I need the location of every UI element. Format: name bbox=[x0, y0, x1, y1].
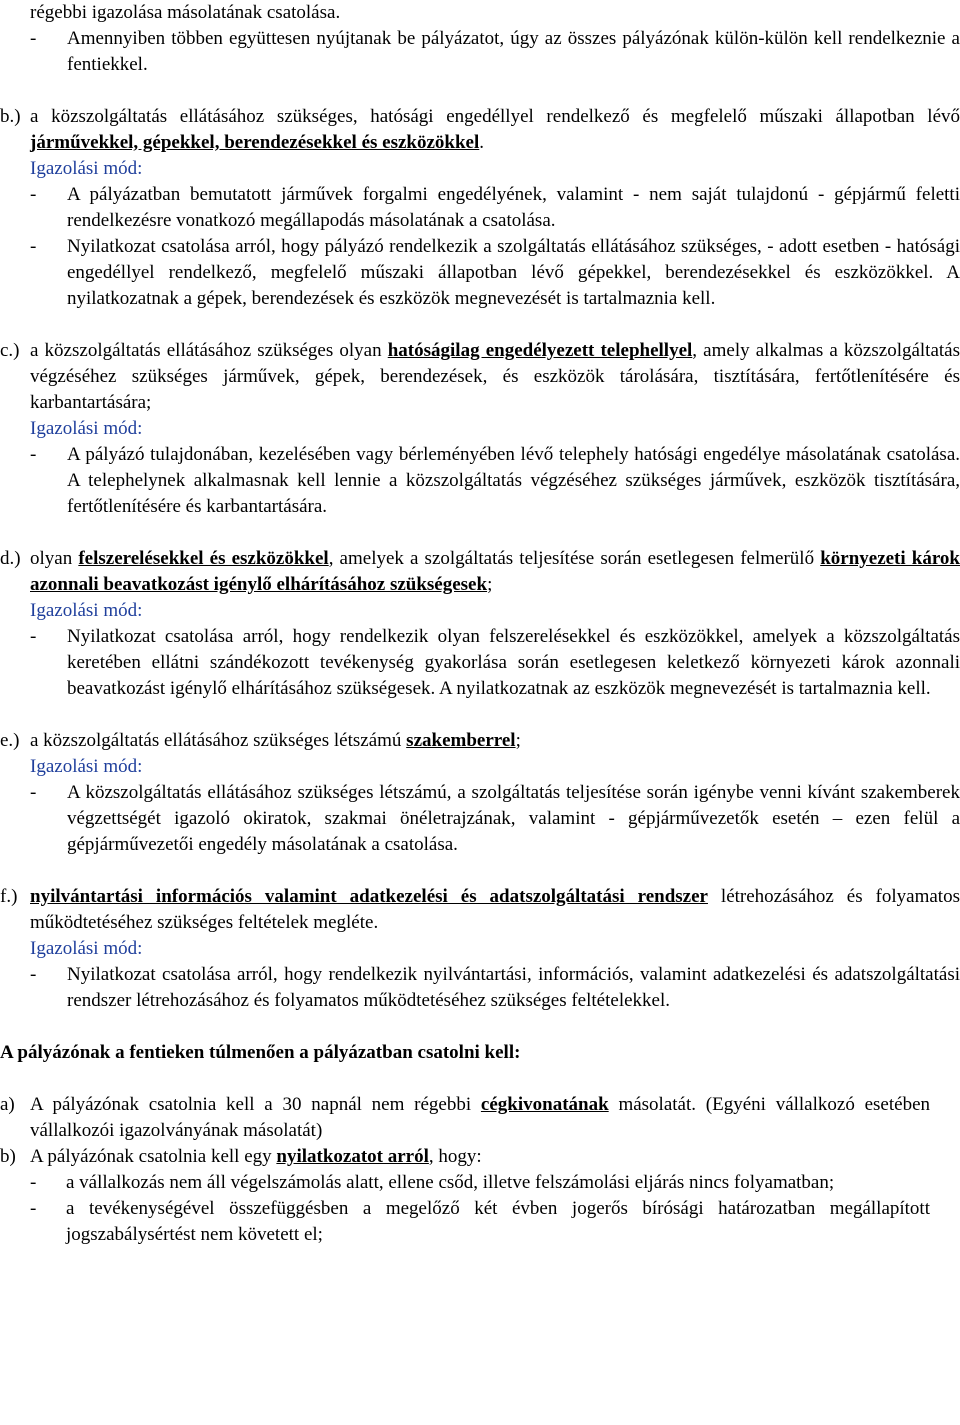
dash-marker: - bbox=[30, 1198, 37, 1219]
section-f-text-after: létrehozásához és folyamatos működtetéséhez szükséges feltételek megléte. bbox=[30, 886, 960, 933]
section-e bbox=[0, 728, 960, 858]
dash-marker: - bbox=[30, 444, 37, 465]
closing-item-b bbox=[0, 1144, 930, 1170]
section-d-text-after: ; bbox=[487, 574, 493, 595]
section-d-text-before: olyan bbox=[30, 548, 79, 569]
section-e-emphasis: szakemberrel bbox=[406, 730, 516, 751]
dash-marker: - bbox=[30, 236, 37, 257]
section-c-item-1-text: A pályázó tulajdonában, kezelésében vagy bérleményében lévő telephely hatósági engedélye másolatának csatolása. A telephelynek alkalmasnak kell lennie a közszolgáltatás végzéséhez szükséges járművek, eszközök tisztítására, fertőtlenítésére és karbantartására. bbox=[67, 444, 960, 517]
intro-dash-item bbox=[30, 26, 960, 78]
section-f-item-1 bbox=[30, 962, 960, 1014]
section-b-item-1-text: A pályázatban bemutatott járművek forgalmi engedélyének, valamint - nem saját tulajdonú - gépjármű feletti rendelkezésre vonatkozó megállapodás másolatának a csatolása. bbox=[67, 184, 960, 231]
dash-marker: - bbox=[30, 28, 37, 49]
section-d-item-1 bbox=[30, 624, 960, 702]
closing-item-a-after: másolatát. (Egyéni vállalkozó esetében vállalkozói igazolványának másolatát) bbox=[30, 1094, 931, 1141]
section-f-item-1-text: Nyilatkozat csatolása arról, hogy rendelkezik nyilvántartási, információs, valamint adatkezelési és adatszolgáltatási rendszer létrehozásához és folyamatos működtetéséhez szükséges feltételekkel. bbox=[67, 964, 960, 1011]
section-e-method-label: Igazolási mód: bbox=[30, 756, 143, 777]
section-c-text-after: , amely alkalmas a közszolgáltatás végzéséhez szükséges járművek, gépek, berendezések, és eszközök tárolására, tisztítására, fertőtlenítésére és karbantartására; bbox=[30, 340, 960, 413]
closing-item-a-label: a) bbox=[0, 1094, 15, 1115]
dash-marker: - bbox=[30, 782, 37, 803]
section-d-emphasis-2: környezeti károk azonnali beavatkozást igénylő elhárításához szükségesek bbox=[30, 548, 960, 595]
closing-item-b-after: , hogy: bbox=[428, 1146, 482, 1167]
section-b-item-1 bbox=[30, 182, 960, 234]
section-e-label: e.) bbox=[0, 730, 20, 751]
closing-item-b-before: A pályázónak csatolnia kell egy bbox=[30, 1146, 277, 1167]
closing-item-a-emphasis: cégkivonatának bbox=[480, 1094, 609, 1115]
section-d-text-middle: , amelyek a szolgáltatás teljesítése során esetlegesen felmerülő bbox=[328, 548, 821, 569]
section-f bbox=[0, 884, 960, 1014]
section-e-text-after: ; bbox=[515, 730, 521, 751]
section-c-label: c.) bbox=[0, 340, 20, 361]
intro-line: régebbi igazolása másolatának csatolása. bbox=[30, 2, 341, 23]
closing-b-subitem-2-text: a tevékenységével összefüggésben a megelőző két évben jogerős bírósági határozatban megállapított jogszabálysértést nem követett el; bbox=[66, 1198, 930, 1245]
closing-item-a-before: A pályázónak csatolnia kell a 30 napnál nem régebbi bbox=[30, 1094, 481, 1115]
section-d-item-1-text: Nyilatkozat csatolása arról, hogy rendelkezik olyan felszerelésekkel és eszközökkel, amelyek a közszolgáltatás keretében ellátni szándékozott tevékenység gyakorlása során esetlegesen keletkező környezeti károk azonnali beavatkozást igénylő elhárításához szükségesek. A nyilatkozatnak az eszközök megnevezését is tartalmaznia kell. bbox=[67, 626, 960, 699]
section-d-label: d.) bbox=[0, 548, 21, 569]
section-c-item-1 bbox=[30, 442, 960, 520]
closing-b-subitem-1-text: a vállalkozás nem áll végelszámolás alatt, ellene csőd, illetve felszámolási eljárás nincs folyamatban; bbox=[66, 1172, 835, 1193]
section-f-label: f.) bbox=[0, 886, 18, 907]
dash-marker: - bbox=[30, 964, 37, 985]
closing-b-subitem-2 bbox=[0, 1196, 930, 1248]
section-b-text-before: a közszolgáltatás ellátásához szükséges, hatósági engedéllyel rendelkező és megfelelő műszaki állapotban lévő bbox=[30, 106, 960, 127]
section-e-item-1-text: A közszolgáltatás ellátásához szükséges létszámú, a szolgáltatás teljesítése során igénybe venni kívánt szakemberek végzettségét igazoló okiratok, szakmai önéletrajzának, valamint - gépjárművezetők esetén – ezen felül a gépjárművezetői engedély másolatának a csatolása. bbox=[67, 782, 960, 855]
section-b-emphasis: járművekkel, gépekkel, berendezésekkel és eszközökkel bbox=[30, 132, 480, 153]
section-b-method-label: Igazolási mód: bbox=[30, 158, 143, 179]
section-d-emphasis: felszerelésekkel és eszközökkel bbox=[78, 548, 329, 569]
closing-item-b-emphasis: nyilatkozatot arról bbox=[276, 1146, 429, 1167]
intro-item-text: Amennyiben többen együttesen nyújtanak be pályázatot, úgy az összes pályázónak külön-külön kell rendelkeznie a fentiekkel. bbox=[67, 28, 960, 75]
section-e-item-1 bbox=[30, 780, 960, 858]
section-b bbox=[0, 104, 960, 312]
section-b-item-2-text: Nyilatkozat csatolása arról, hogy pályázó rendelkezik a szolgáltatás ellátásához szükséges, - adott esetben - hatósági engedéllyel rendelkező, megfelelő műszaki állapotban lévő gépekkel, berendezésekkel és eszközökkel. A nyilatkozatnak a gépek, berendezések és eszközök megnevezését is tartalmaznia kell. bbox=[67, 236, 960, 309]
section-b-item-2 bbox=[30, 234, 960, 312]
closing-b-subitem-1 bbox=[0, 1170, 930, 1196]
section-b-label: b.) bbox=[0, 106, 21, 127]
closing-block bbox=[0, 1040, 930, 1248]
dash-marker: - bbox=[30, 1172, 37, 1193]
section-c bbox=[0, 338, 960, 520]
closing-item-b-label: b) bbox=[0, 1146, 16, 1167]
closing-item-a bbox=[0, 1092, 930, 1144]
section-e-text-before: a közszolgáltatás ellátásához szükséges létszámú bbox=[30, 730, 407, 751]
section-d bbox=[0, 546, 960, 702]
section-b-text-after: . bbox=[479, 132, 485, 153]
section-c-emphasis: hatóságilag engedélyezett telephellyel bbox=[387, 340, 693, 361]
section-f-emphasis: nyilvántartási információs valamint adatkezelési és adatszolgáltatási rendszer bbox=[30, 886, 708, 907]
section-c-method-label: Igazolási mód: bbox=[30, 418, 143, 439]
section-c-text-before: a közszolgáltatás ellátásához szükséges olyan bbox=[30, 340, 388, 361]
dash-marker: - bbox=[30, 626, 37, 647]
dash-marker: - bbox=[30, 184, 37, 205]
closing-heading: A pályázónak a fentieken túlmenően a pályázatban csatolni kell: bbox=[0, 1042, 521, 1063]
section-f-method-label: Igazolási mód: bbox=[30, 938, 143, 959]
section-d-method-label: Igazolási mód: bbox=[30, 600, 143, 621]
